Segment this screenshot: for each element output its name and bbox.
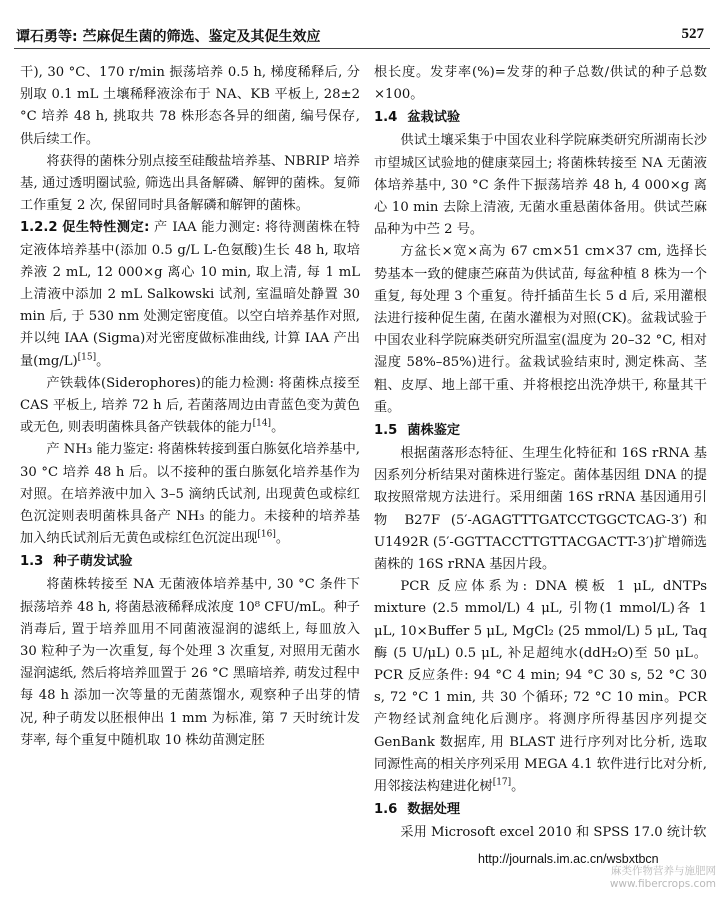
- page-number: 527: [681, 26, 704, 42]
- paragraph: 根据菌落形态特征、生理生化特征和 16S rRNA 基因系列分析结果对菌株进行鉴定。菌体基因组 DNA 的提取按照常规方法进行。采用细菌 16S rRNA 基因通用引物 B27F (5′-AGAGTTTGATCCTGGCTCAG-3′)和 U1492R (5′-GGTTACCTTGTTACGACTT-3′)扩增筛选菌株的 16S rRNA 基因片段。: [374, 446, 707, 573]
- paragraph: 供试土壤采集于中国农业科学院麻类研究所湖南长沙市望城区试验地的健康菜园土; 将菌株转接至 NA 无菌液体培养基中, 30 °C 条件下振荡培养 48 h, 4 000×g 离心 10 min 去除上清液, 无菌水重悬菌体备用。供试苎麻品种为中苎 2 号。: [374, 133, 707, 238]
- section-heading: [20, 550, 360, 574]
- section-number: 1.4: [374, 110, 398, 126]
- paragraph: 产 NH₃ 能力鉴定: 将菌株转接到蛋白胨氨化培养基中, 30 °C 培养 48 h 后。以不接种的蛋白胨氨化培养基作为对照。在培养液中加入 3–5 滴纳氏试剂, 出现黄色或棕红色沉淀则表明菌株具备产 NH₃ 的能力。未接种的培养基加入纳氏试剂后无黄色或棕红色沉淀出现[16]。: [20, 442, 360, 547]
- paragraph: 干), 30 °C、170 r/min 振荡培养 0.5 h, 梯度稀释后, 分别取 0.1 mL 土壤稀释液涂布于 NA、KB 平板上, 28±2 °C 培养 48 h, 挑取共 78 株形态各异的细菌, 编号保存, 供后续工作。: [20, 65, 360, 147]
- section-title: 盆栽试验: [407, 110, 461, 126]
- watermark: [610, 865, 716, 891]
- section-number: 1.6: [374, 802, 398, 818]
- section-title: 种子萌发试验: [53, 554, 133, 570]
- citation: [14]: [252, 418, 272, 429]
- paragraph: 采用 Microsoft excel 2010 和 SPSS 17.0 统计软: [400, 825, 707, 841]
- right-column: [374, 62, 707, 845]
- paragraph-text: 产 IAA 能力测定: 将待测菌株在特定液体培养基中(添加 0.5 g/L L-色氨酸)生长 48 h, 取培养液 2 mL, 12 000×g 离心 10 min, 取上清, 每 1 mL 上清液中添加 2 mL Salkowski 试剂, 室温暗处静置 30 min 后, 于 530 nm 处测定密度值。以空白培养基作对照, 并以纯 IAA (Sigma)对光密度做标准曲线, 计算 IAA 产出量(mg/L): [20, 220, 360, 369]
- running-head: [14, 12, 710, 52]
- citation: [17]: [492, 777, 512, 788]
- paragraph: 根长度。发芽率(%)=发芽的种子总数/供试的种子总数×100。: [374, 65, 707, 103]
- section-heading: [374, 106, 707, 130]
- citation: [15]: [77, 352, 97, 363]
- paragraph: 将菌株转接至 NA 无菌液体培养基中, 30 °C 条件下振荡培养 48 h, 将菌悬液稀释成浓度 10⁸ CFU/mL。种子消毒后, 置于培养皿用不同菌液湿润的滤纸上, 每皿放入 30 粒种子为一次重复, 每个处理 3 次重复, 对照用无菌水湿润滤纸, 然后将培养皿置于 26 °C 黑暗培养, 萌发过程中每 48 h 添加一次等量的无菌蒸馏水, 观察种子出芽的情况, 种子萌发以胚根伸出 1 mm 为标准, 第 7 天时统计发芽率, 每个重复中随机取 10 株幼苗测定胚: [20, 577, 360, 748]
- section-title: 促生特性测定:: [62, 220, 150, 236]
- watermark-line: 麻类作物营养与施肥网: [611, 865, 716, 877]
- citation: [16]: [257, 529, 276, 540]
- paragraph: 产铁载体(Siderophores)的能力检测: 将菌株点接至 CAS 平板上, 培养 72 h 后, 若菌落周边由青蓝色变为黄色或无色, 则表明菌株具备产铁载体的能力[14]。: [20, 375, 360, 436]
- section-title: 菌株鉴定: [407, 423, 461, 439]
- section-1-2-2: 1.2.2 促生特性测定: 产 IAA 能力测定: 将待测菌株在特定液体培养基中(添加 0.5 g/L L-色氨酸)生长 48 h, 取培养液 2 mL, 12 000×g 离心 10 min, 取上清, 每 1 mL 上清液中添加 2 mL Salkowski 试剂, 室温暗处静置 30 min 后, 于 530 nm 处测定密度值。以空白培养基作对照, 并以纯 IAA (Sigma)对光密度做标准曲线, 计算 IAA 产出量(mg/L)[15]。: [20, 220, 360, 369]
- journal-url: http://journals.im.ac.cn/wsbxtbcn: [478, 852, 659, 866]
- left-column: [20, 62, 360, 752]
- section-heading: [374, 419, 707, 443]
- section-number: 1.5: [374, 423, 398, 439]
- header-rule: [14, 48, 710, 49]
- paragraph-text: 产铁载体(Siderophores)的能力检测: 将菌株点接至 CAS 平板上, 培养 72 h 后, 若菌落周边由青蓝色变为黄色或无色, 则表明菌株具备产铁载体的能力: [20, 375, 360, 436]
- paragraph-text: 产 NH₃ 能力鉴定: 将菌株转接到蛋白胨氨化培养基中, 30 °C 培养 48 h 后。以不接种的蛋白胨氨化培养基作为对照。在培养液中加入 3–5 滴纳氏试剂, 出现黄色或棕红色沉淀则表明菌株具备产 NH₃ 的能力。未接种的培养基加入纳氏试剂后无黄色或棕红色沉淀出现: [20, 442, 360, 547]
- paragraph: PCR 反应体系为: DNA 模板 1 μL, dNTPs mixture (2.5 mmol/L) 4 μL, 引物(1 mmol/L)各 1 μL, 10×Buffer 5 μL, MgCl₂ (25 mmol/L) 5 μL, Taq 酶 (5 U/μL) 0.5 μL, 补足超纯水(ddH₂O)至 50 μL。PCR 反应条件: 94 °C 4 min; 94 °C 30 s, 52 °C 30 s, 72 °C 1 min, 共 30 个循环; 72 °C 10 min。PCR 产物经试剂盒纯化后测序。将测序所得基因序列提交 GenBank 数据库, 用 BLAST 进行序列对比分析, 选取同源性高的相关序列采用 MEGA 4.1 软件进行比对分析, 用邻接法构建进化树[17]。: [374, 579, 707, 795]
- paragraph: 将获得的菌株分别点接至硅酸盐培养基、NBRIP 培养基, 通过透明圈试验, 筛选出具备解磷、解钾的菌株。复筛工作重复 2 次, 保留同时具备解磷和解钾的菌株。: [20, 153, 360, 214]
- section-title: 数据处理: [407, 802, 461, 818]
- paragraph: 方盆长×宽×高为 67 cm×51 cm×37 cm, 选择长势基本一致的健康苎麻苗为供试苗, 每盆种植 8 株为一个重复, 每处理 3 个重复。待扦插苗生长 5 d 后, 采用灌根法进行接种促生菌, 在菌水灌根为对照(CK)。盆栽试验于中国农业科学院麻类研究所温室(温度为 20–32 °C, 相对湿度 58%–85%)进行。盆栽试验结束时, 测定株高、茎粗、皮厚、地上部干重、并将根挖出洗净烘干, 称量其干重。: [374, 244, 707, 415]
- section-heading: [374, 798, 707, 822]
- section-number: 1.2.2: [20, 220, 58, 236]
- watermark-line: www.fibercrops.com: [609, 878, 716, 890]
- section-number: 1.3: [20, 554, 44, 570]
- running-title: 谭石勇等: 苎麻促生菌的筛选、鉴定及其促生效应: [16, 29, 321, 45]
- paragraph-text: PCR 反应体系为: DNA 模板 1 μL, dNTPs mixture (2.5 mmol/L) 4 μL, 引物(1 mmol/L)各 1 μL, 10×Buffer 5 μL, MgCl₂ (25 mmol/L) 5 μL, Taq 酶 (5 U/μL) 0.5 μL, 补足超纯水(ddH₂O)至 50 μL。PCR 反应条件: 94 °C 4 min; 94 °C 30 s, 52 °C 30 s, 72 °C 1 min, 共 30 个循环; 72 °C 10 min。PCR 产物经试剂盒纯化后测序。将测序所得基因序列提交 GenBank 数据库, 用 BLAST 进行序列对比分析, 选取同源性高的相关序列采用 MEGA 4.1 软件进行比对分析, 用邻接法构建进化树: [374, 579, 707, 795]
